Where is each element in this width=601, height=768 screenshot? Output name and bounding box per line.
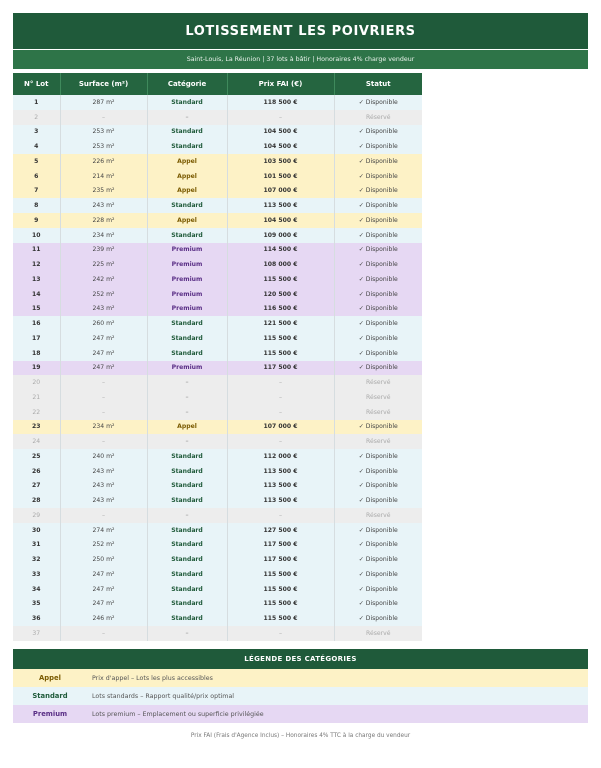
column-header-status: Statut xyxy=(334,73,422,95)
table-row xyxy=(13,316,422,331)
table-row xyxy=(13,213,422,228)
price-cell: 114 500 € xyxy=(227,243,334,258)
category-cell: Standard xyxy=(147,228,227,243)
status-cell: ✓ Disponible xyxy=(334,139,422,154)
status-cell: ✓ Disponible xyxy=(334,346,422,361)
column-header-lot: N° Lot xyxy=(13,73,60,95)
lot-number-cell: 36 xyxy=(13,611,60,626)
category-cell: Standard xyxy=(147,139,227,154)
status-cell: ✓ Disponible xyxy=(334,331,422,346)
price-cell: 104 500 € xyxy=(227,213,334,228)
category-cell: Standard xyxy=(147,346,227,361)
surface-cell: – xyxy=(60,390,147,405)
status-cell: ✓ Disponible xyxy=(334,582,422,597)
lot-number-cell: 17 xyxy=(13,331,60,346)
surface-cell: 234 m² xyxy=(60,420,147,435)
price-cell: 117 500 € xyxy=(227,538,334,553)
table-row xyxy=(13,552,422,567)
status-cell: ✓ Disponible xyxy=(334,213,422,228)
table-row xyxy=(13,95,422,110)
lot-number-cell: 18 xyxy=(13,346,60,361)
status-cell: ✓ Disponible xyxy=(334,316,422,331)
legend-title: LÉGENDE DES CATÉGORIES xyxy=(244,655,357,663)
category-cell: – xyxy=(147,626,227,641)
status-cell: ✓ Disponible xyxy=(334,243,422,258)
category-cell: Standard xyxy=(147,582,227,597)
table-row xyxy=(13,434,422,449)
table-row xyxy=(13,184,422,199)
surface-cell: 260 m² xyxy=(60,316,147,331)
price-cell: 103 500 € xyxy=(227,154,334,169)
legend-title-bar xyxy=(13,649,588,669)
lot-number-cell: 22 xyxy=(13,405,60,420)
table-row xyxy=(13,479,422,494)
table-row xyxy=(13,198,422,213)
status-cell: ✓ Disponible xyxy=(334,449,422,464)
lot-number-cell: 16 xyxy=(13,316,60,331)
table-row xyxy=(13,361,422,376)
status-cell: ✓ Disponible xyxy=(334,95,422,110)
category-cell: Appel xyxy=(147,184,227,199)
legend-item-name: Premium xyxy=(32,710,68,718)
category-legend xyxy=(13,649,588,723)
lot-number-cell: 2 xyxy=(13,110,60,125)
price-cell: 115 500 € xyxy=(227,582,334,597)
table-row xyxy=(13,287,422,302)
lot-number-cell: 26 xyxy=(13,464,60,479)
category-cell: Standard xyxy=(147,567,227,582)
status-cell: Réservé xyxy=(334,390,422,405)
category-cell: – xyxy=(147,390,227,405)
price-cell: 113 500 € xyxy=(227,479,334,494)
status-cell: ✓ Disponible xyxy=(334,597,422,612)
surface-cell: 247 m² xyxy=(60,346,147,361)
table-row xyxy=(13,257,422,272)
price-cell: 115 500 € xyxy=(227,567,334,582)
title-bar xyxy=(13,13,588,49)
table-row xyxy=(13,597,422,612)
table-row xyxy=(13,390,422,405)
status-cell: ✓ Disponible xyxy=(334,169,422,184)
lot-number-cell: 25 xyxy=(13,449,60,464)
table-row xyxy=(13,405,422,420)
lot-number-cell: 1 xyxy=(13,95,60,110)
surface-cell: – xyxy=(60,405,147,420)
category-cell: Standard xyxy=(147,198,227,213)
surface-cell: 243 m² xyxy=(60,198,147,213)
lot-number-cell: 14 xyxy=(13,287,60,302)
surface-cell: 253 m² xyxy=(60,139,147,154)
column-header-price: Prix FAI (€) xyxy=(227,73,334,95)
lot-number-cell: 33 xyxy=(13,567,60,582)
page-header xyxy=(13,13,588,69)
table-row xyxy=(13,375,422,390)
category-cell: Standard xyxy=(147,552,227,567)
surface-cell: 247 m² xyxy=(60,597,147,612)
status-cell: ✓ Disponible xyxy=(334,184,422,199)
table-row xyxy=(13,611,422,626)
table-row xyxy=(13,508,422,523)
lot-number-cell: 6 xyxy=(13,169,60,184)
table-row xyxy=(13,464,422,479)
price-cell: 115 500 € xyxy=(227,272,334,287)
status-cell: ✓ Disponible xyxy=(334,154,422,169)
category-cell: – xyxy=(147,375,227,390)
surface-cell: 247 m² xyxy=(60,567,147,582)
surface-cell: 252 m² xyxy=(60,287,147,302)
category-cell: Premium xyxy=(147,243,227,258)
table-row xyxy=(13,331,422,346)
lot-number-cell: 10 xyxy=(13,228,60,243)
surface-cell: 243 m² xyxy=(60,479,147,494)
category-cell: Standard xyxy=(147,479,227,494)
status-cell: ✓ Disponible xyxy=(334,198,422,213)
status-cell: ✓ Disponible xyxy=(334,479,422,494)
table-row xyxy=(13,154,422,169)
status-cell: ✓ Disponible xyxy=(334,287,422,302)
surface-cell: 226 m² xyxy=(60,154,147,169)
surface-cell: 214 m² xyxy=(60,169,147,184)
legend-item-standard xyxy=(13,687,588,705)
status-cell: ✓ Disponible xyxy=(334,228,422,243)
surface-cell: 274 m² xyxy=(60,523,147,538)
lot-number-cell: 4 xyxy=(13,139,60,154)
surface-cell: 225 m² xyxy=(60,257,147,272)
table-row xyxy=(13,125,422,140)
price-cell: – xyxy=(227,110,334,125)
surface-cell: 242 m² xyxy=(60,272,147,287)
price-cell: 117 500 € xyxy=(227,361,334,376)
price-cell: – xyxy=(227,405,334,420)
status-cell: ✓ Disponible xyxy=(334,552,422,567)
footer-note: Prix FAI (Frais d'Agence Inclus) – Honoraires 4% TTC à la charge du vendeur xyxy=(190,733,411,739)
table-row xyxy=(13,449,422,464)
legend-rows xyxy=(13,669,588,723)
category-cell: Standard xyxy=(147,125,227,140)
table-row xyxy=(13,538,422,553)
price-cell: 112 000 € xyxy=(227,449,334,464)
category-cell: Standard xyxy=(147,449,227,464)
surface-cell: 247 m² xyxy=(60,582,147,597)
surface-cell: 246 m² xyxy=(60,611,147,626)
status-cell: Réservé xyxy=(334,434,422,449)
category-cell: – xyxy=(147,434,227,449)
status-cell: Réservé xyxy=(334,626,422,641)
lot-number-cell: 28 xyxy=(13,493,60,508)
legend-item-description: Prix d'appel – Lots les plus accessibles xyxy=(92,674,213,682)
table-row xyxy=(13,582,422,597)
status-cell: ✓ Disponible xyxy=(334,611,422,626)
category-cell: Standard xyxy=(147,611,227,626)
lot-number-cell: 24 xyxy=(13,434,60,449)
price-cell: 107 000 € xyxy=(227,184,334,199)
price-cell: 101 500 € xyxy=(227,169,334,184)
status-cell: Réservé xyxy=(334,508,422,523)
lot-number-cell: 7 xyxy=(13,184,60,199)
status-cell: ✓ Disponible xyxy=(334,257,422,272)
lot-number-cell: 11 xyxy=(13,243,60,258)
category-cell: – xyxy=(147,405,227,420)
category-cell: Standard xyxy=(147,316,227,331)
legend-item-description: Lots premium – Emplacement ou superficie privilégiée xyxy=(92,710,264,718)
status-cell: ✓ Disponible xyxy=(334,523,422,538)
surface-cell: 240 m² xyxy=(60,449,147,464)
surface-cell: – xyxy=(60,375,147,390)
column-header-category: Catégorie xyxy=(147,73,227,95)
surface-cell: 243 m² xyxy=(60,464,147,479)
surface-cell: 243 m² xyxy=(60,302,147,317)
lot-number-cell: 20 xyxy=(13,375,60,390)
lots-table-body xyxy=(13,95,422,641)
lot-number-cell: 30 xyxy=(13,523,60,538)
price-cell: – xyxy=(227,375,334,390)
surface-cell: – xyxy=(60,626,147,641)
price-cell: – xyxy=(227,390,334,405)
lot-number-cell: 3 xyxy=(13,125,60,140)
table-row xyxy=(13,523,422,538)
lot-number-cell: 37 xyxy=(13,626,60,641)
category-cell: Premium xyxy=(147,257,227,272)
category-cell: Premium xyxy=(147,287,227,302)
price-cell: – xyxy=(227,508,334,523)
status-cell: ✓ Disponible xyxy=(334,464,422,479)
table-row xyxy=(13,272,422,287)
surface-cell: – xyxy=(60,434,147,449)
lot-number-cell: 32 xyxy=(13,552,60,567)
lot-number-cell: 31 xyxy=(13,538,60,553)
surface-cell: – xyxy=(60,110,147,125)
page-title: LOTISSEMENT LES POIVRIERS xyxy=(185,23,416,39)
status-cell: ✓ Disponible xyxy=(334,567,422,582)
status-cell: ✓ Disponible xyxy=(334,302,422,317)
table-row xyxy=(13,493,422,508)
lot-number-cell: 34 xyxy=(13,582,60,597)
legend-item-description: Lots standards – Rapport qualité/prix optimal xyxy=(92,692,235,700)
lot-number-cell: 13 xyxy=(13,272,60,287)
table-row xyxy=(13,346,422,361)
surface-cell: 243 m² xyxy=(60,493,147,508)
table-row xyxy=(13,302,422,317)
page-subtitle: Saint-Louis, La Réunion | 37 lots à bâtir | Honoraires 4% charge vendeur xyxy=(186,56,415,63)
category-cell: Premium xyxy=(147,361,227,376)
surface-cell: 247 m² xyxy=(60,331,147,346)
price-cell: 113 500 € xyxy=(227,493,334,508)
status-cell: ✓ Disponible xyxy=(334,493,422,508)
category-cell: – xyxy=(147,508,227,523)
price-cell: 116 500 € xyxy=(227,302,334,317)
price-cell: 115 500 € xyxy=(227,346,334,361)
category-cell: Premium xyxy=(147,272,227,287)
legend-item-appel xyxy=(13,669,588,687)
table-row xyxy=(13,110,422,125)
price-cell: – xyxy=(227,626,334,641)
price-cell: 120 500 € xyxy=(227,287,334,302)
status-cell: Réservé xyxy=(334,110,422,125)
category-cell: Standard xyxy=(147,493,227,508)
lot-number-cell: 23 xyxy=(13,420,60,435)
surface-cell: 247 m² xyxy=(60,361,147,376)
lot-number-cell: 9 xyxy=(13,213,60,228)
category-cell: Appel xyxy=(147,154,227,169)
surface-cell: 239 m² xyxy=(60,243,147,258)
lot-number-cell: 19 xyxy=(13,361,60,376)
column-header-surface: Surface (m²) xyxy=(60,73,147,95)
price-cell: 108 000 € xyxy=(227,257,334,272)
category-cell: Appel xyxy=(147,420,227,435)
legend-item-name: Standard xyxy=(32,692,68,700)
lot-number-cell: 27 xyxy=(13,479,60,494)
category-cell: Standard xyxy=(147,597,227,612)
category-cell: Appel xyxy=(147,213,227,228)
category-cell: Standard xyxy=(147,523,227,538)
lot-number-cell: 5 xyxy=(13,154,60,169)
category-cell: Standard xyxy=(147,331,227,346)
lot-number-cell: 12 xyxy=(13,257,60,272)
price-cell: 107 000 € xyxy=(227,420,334,435)
lot-number-cell: 35 xyxy=(13,597,60,612)
surface-cell: 228 m² xyxy=(60,213,147,228)
table-row xyxy=(13,567,422,582)
surface-cell: 234 m² xyxy=(60,228,147,243)
price-cell: 127 500 € xyxy=(227,523,334,538)
table-row xyxy=(13,420,422,435)
price-cell: 118 500 € xyxy=(227,95,334,110)
status-cell: Réservé xyxy=(334,375,422,390)
price-cell: 121 500 € xyxy=(227,316,334,331)
legend-item-premium xyxy=(13,705,588,723)
surface-cell: 253 m² xyxy=(60,125,147,140)
price-cell: 117 500 € xyxy=(227,552,334,567)
price-cell: 115 500 € xyxy=(227,597,334,612)
table-row xyxy=(13,139,422,154)
surface-cell: – xyxy=(60,508,147,523)
price-cell: 115 500 € xyxy=(227,331,334,346)
price-cell: 113 500 € xyxy=(227,198,334,213)
status-cell: ✓ Disponible xyxy=(334,538,422,553)
price-cell: 115 500 € xyxy=(227,611,334,626)
lot-number-cell: 29 xyxy=(13,508,60,523)
category-cell: – xyxy=(147,110,227,125)
category-cell: Premium xyxy=(147,302,227,317)
table-header-row xyxy=(13,73,422,95)
surface-cell: 250 m² xyxy=(60,552,147,567)
surface-cell: 287 m² xyxy=(60,95,147,110)
status-cell: ✓ Disponible xyxy=(334,125,422,140)
table-row xyxy=(13,169,422,184)
subtitle-bar xyxy=(13,50,588,69)
lots-table xyxy=(13,73,422,641)
table-row xyxy=(13,243,422,258)
lot-number-cell: 15 xyxy=(13,302,60,317)
legend-item-name: Appel xyxy=(39,674,61,682)
status-cell: ✓ Disponible xyxy=(334,361,422,376)
category-cell: Standard xyxy=(147,95,227,110)
lot-number-cell: 8 xyxy=(13,198,60,213)
price-cell: 113 500 € xyxy=(227,464,334,479)
lot-number-cell: 21 xyxy=(13,390,60,405)
category-cell: Appel xyxy=(147,169,227,184)
status-cell: ✓ Disponible xyxy=(334,272,422,287)
category-cell: Standard xyxy=(147,538,227,553)
status-cell: ✓ Disponible xyxy=(334,420,422,435)
price-cell: 104 500 € xyxy=(227,139,334,154)
price-cell: 109 000 € xyxy=(227,228,334,243)
surface-cell: 252 m² xyxy=(60,538,147,553)
price-cell: 104 500 € xyxy=(227,125,334,140)
table-row xyxy=(13,228,422,243)
surface-cell: 235 m² xyxy=(60,184,147,199)
table-row xyxy=(13,626,422,641)
price-cell: – xyxy=(227,434,334,449)
category-cell: Standard xyxy=(147,464,227,479)
status-cell: Réservé xyxy=(334,405,422,420)
